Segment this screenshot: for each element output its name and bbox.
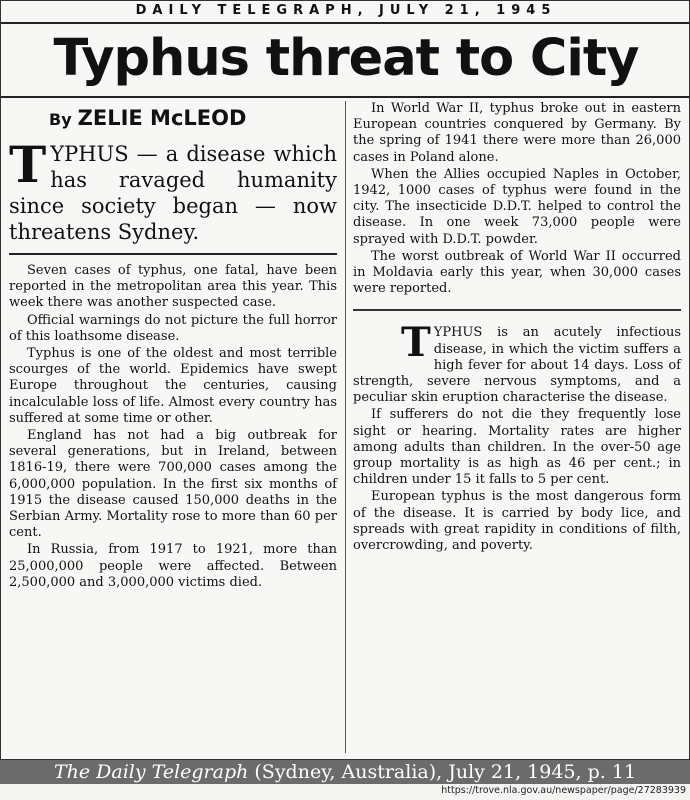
byline-by: By [49,110,72,129]
article-paragraph: When the Allies occupied Naples in October, 1942, 1000 cases of typhus were found in the city. The insecticide D.D.T. helped to control the disease. In one week 73,000 people were sprayed with D.D.T. powder. [353,166,681,247]
left-column [9,101,337,591]
citation-title: The Daily Telegraph [53,761,249,783]
article-paragraph: In World War II, typhus broke out in eastern European countries conquered by Germany. By the spring of 1941 there were more than 26,000 cases in Poland alone. [353,101,681,165]
source-url[interactable]: https://trove.nla.gov.au/newspaper/page/27283939 [441,785,686,796]
byline [49,101,337,141]
article-paragraph: The worst outbreak of World War II occurred in Moldavia early this year, when 30,000 cases were reported. [353,248,681,297]
headline-rule [1,96,689,98]
lead-text: YPHUS — a disease which has ravaged humanity since society began — now threatens Sydney. [9,142,337,244]
section-rule [353,309,681,311]
second-lead-text: YPHUS is an acutely infectious disease, in which the victim suffers a high fever for about 14 days. Loss of strength, severe nervous symptoms, and a peculiar skin eruption characterise the disease. [353,325,681,406]
second-lead-dropcap: T [401,319,431,367]
article-paragraph: If sufferers do not die they frequently lose sight or hearing. Mortality rates are higher among adults than children. In the over-50 age group mortality is as high as 46 per cent.; in children under 15 it falls to 5 per cent. [353,407,681,488]
article-paragraph: In Russia, from 1917 to 1921, more than 25,000,000 people were affected. Between 2,500,000 and 3,000,000 victims died. [9,542,337,590]
lead-rule [9,253,337,255]
article-paragraph: Official warnings do not picture the full horror of this loathsome disease. [9,312,337,344]
article-paragraph: Typhus is one of the oldest and most terrible scourges of the world. Epidemics have swept Europe throughout the centuries, causing incalculable loss of life. Almost every country has suffered at some time or other. [9,346,337,426]
second-lead-paragraph [353,319,681,406]
lead-paragraph [9,135,337,245]
article-paragraph: England has not had a big outbreak for several generations, but in Ireland, between 1816-19, there were 700,000 cases among the 6,000,000 population. In the first six months of 1915 the disease caused 150,000 deaths in the Serbian Army. Mortality rose to more than 60 per cent. [9,428,337,541]
headline: Typhus threat to City [53,29,639,88]
column-divider [345,101,346,753]
article-paragraph: Seven cases of typhus, one fatal, have been reported in the metropolitan area this year. This week there was another suspected case. [9,263,337,311]
article-paragraph: European typhus is the most dangerous form of the disease. It is carried by body lice, and spreads with great rapidity in conditions of filth, overcrowding, and poverty. [353,489,681,554]
right-column [353,101,681,554]
citation-details: (Sydney, Australia), July 21, 1945, p. 11 [248,761,637,783]
byline-author: ZELIE McLEOD [77,106,247,130]
citation-caption [0,760,690,784]
masthead: DAILY TELEGRAPH, JULY 21, 1945 [135,3,557,18]
lead-dropcap: T [9,135,47,194]
